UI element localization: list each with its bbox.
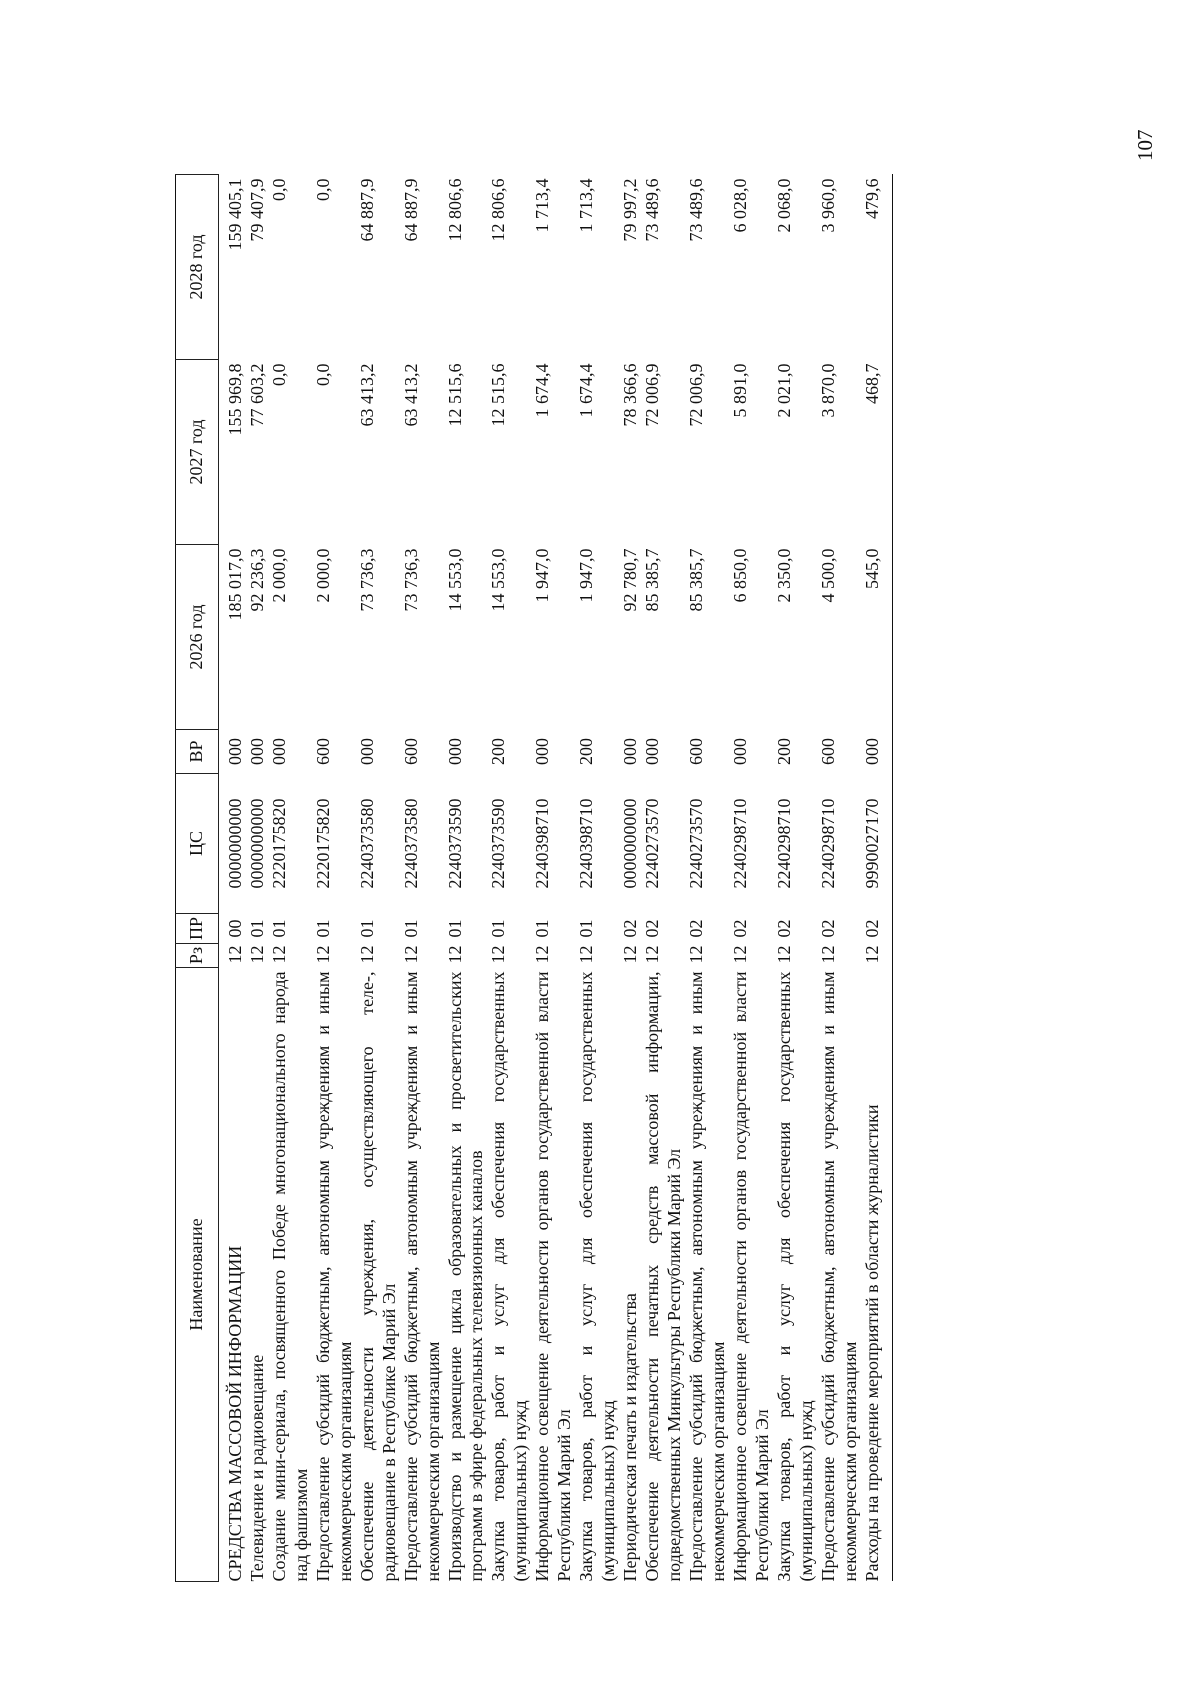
cell-name: Создание мини-сериала, посвященного Победе многонационального народа над фашизмом bbox=[268, 971, 311, 1582]
cell-name: Предоставление субсидий бюджетным, автономным учреждениям и иным некоммерческим организациям bbox=[817, 971, 860, 1582]
cell-2026: 85 385,7 bbox=[686, 548, 707, 612]
cell-rz: 12 bbox=[686, 945, 707, 964]
table-row bbox=[532, 175, 576, 1582]
cell-cs: 2220175820 bbox=[312, 798, 333, 889]
cell-cs: 2240273570 bbox=[642, 798, 663, 889]
cell-2027: 5 891,0 bbox=[729, 363, 750, 418]
cell-2026: 85 385,7 bbox=[642, 548, 663, 612]
cell-2027: 63 413,2 bbox=[400, 363, 421, 427]
table-row bbox=[862, 175, 892, 1582]
cell-rz: 12 bbox=[620, 945, 641, 964]
header-name: Наименование bbox=[176, 968, 219, 1582]
cell-name: Закупка товаров, работ и услуг для обеспечения государственных (муниципальных) нужд bbox=[576, 971, 619, 1582]
cell-2026: 73 736,3 bbox=[356, 548, 377, 612]
cell-rz: 12 bbox=[312, 945, 333, 964]
table-row bbox=[620, 175, 642, 1582]
cell-2026: 185 017,0 bbox=[225, 548, 245, 621]
cell-2028: 79 997,2 bbox=[620, 178, 641, 242]
cell-rz: 12 bbox=[488, 945, 509, 964]
cell-cs: 0000000000 bbox=[246, 798, 267, 889]
table-row bbox=[576, 175, 620, 1582]
cell-2028: 2 068,0 bbox=[773, 178, 794, 233]
cell-name: СРЕДСТВА МАССОВОЙ ИНФОРМАЦИИ bbox=[225, 1245, 245, 1582]
header-rz: Рз bbox=[176, 944, 219, 968]
cell-pr: 02 bbox=[862, 914, 892, 944]
table-row bbox=[313, 175, 357, 1582]
cell-pr: 01 bbox=[576, 919, 597, 938]
cell-vr: 200 bbox=[576, 738, 597, 765]
cell-cs: 2240373580 bbox=[356, 798, 377, 889]
cell-2026: 14 553,0 bbox=[488, 548, 509, 612]
table-row bbox=[730, 175, 774, 1582]
cell-vr: 200 bbox=[773, 738, 794, 765]
cell-2028: 0,0 bbox=[312, 178, 333, 201]
cell-cs: 2240398710 bbox=[576, 798, 597, 889]
cell-vr: 000 bbox=[268, 738, 289, 765]
cell-vr: 600 bbox=[400, 738, 421, 765]
cell-2027: 468,7 bbox=[862, 360, 892, 545]
cell-2026: 2 350,0 bbox=[773, 548, 794, 603]
cell-2027: 1 674,4 bbox=[576, 363, 597, 418]
table-row bbox=[686, 175, 730, 1582]
cell-cs: 2240373580 bbox=[400, 798, 421, 889]
cell-cs: 0000000000 bbox=[620, 798, 641, 889]
cell-2027: 12 515,6 bbox=[488, 363, 509, 427]
cell-2027: 63 413,2 bbox=[356, 363, 377, 427]
cell-name: Телевидение и радиовещание bbox=[246, 1354, 267, 1582]
cell-2027: 72 006,9 bbox=[642, 363, 663, 427]
cell-pr: 02 bbox=[642, 919, 663, 938]
cell-2026: 545,0 bbox=[862, 545, 892, 730]
table-body bbox=[219, 175, 893, 1582]
table-row bbox=[219, 175, 247, 1582]
cell-2026: 1 947,0 bbox=[576, 548, 597, 603]
cell-cs: 2240373590 bbox=[488, 798, 509, 889]
cell-pr: 01 bbox=[312, 919, 333, 938]
cell-name: Информационное освещение деятельности органов государственной власти Республики Марий Эл bbox=[532, 971, 575, 1582]
cell-2027: 1 674,4 bbox=[532, 363, 553, 418]
cell-pr: 00 bbox=[225, 919, 245, 938]
table-row bbox=[488, 175, 532, 1582]
cell-vr: 000 bbox=[246, 738, 267, 765]
cell-pr: 01 bbox=[246, 919, 267, 938]
cell-rz: 12 bbox=[400, 945, 421, 964]
cell-2026: 73 736,3 bbox=[400, 548, 421, 612]
cell-rz: 12 bbox=[817, 945, 838, 964]
cell-2027: 2 021,0 bbox=[773, 363, 794, 418]
cell-vr: 000 bbox=[642, 738, 663, 765]
cell-2027: 77 603,2 bbox=[246, 363, 267, 427]
table-row bbox=[247, 175, 269, 1582]
table-row bbox=[642, 175, 686, 1582]
header-cs: ЦС bbox=[176, 774, 219, 914]
cell-vr: 600 bbox=[312, 738, 333, 765]
cell-rz: 12 bbox=[246, 945, 267, 964]
cell-name: Обеспечение деятельности учреждения, осуществляющего теле-, радиовещание в Республике Марий Эл bbox=[356, 971, 399, 1582]
cell-rz: 12 bbox=[729, 945, 750, 964]
cell-cs: 2240298710 bbox=[773, 798, 794, 889]
cell-2027: 0,0 bbox=[312, 363, 333, 386]
cell-name: Информационное освещение деятельности органов государственной власти Республики Марий Эл bbox=[729, 971, 772, 1582]
table-row bbox=[357, 175, 401, 1582]
cell-cs: 2220175820 bbox=[268, 798, 289, 889]
cell-name: Предоставление субсидий бюджетным, автономным учреждениям и иным некоммерческим организациям bbox=[400, 971, 443, 1582]
cell-2028: 159 405,1 bbox=[225, 178, 245, 251]
cell-2027: 72 006,9 bbox=[686, 363, 707, 427]
cell-pr: 01 bbox=[356, 919, 377, 938]
cell-2028: 64 887,9 bbox=[356, 178, 377, 242]
cell-vr: 000 bbox=[356, 738, 377, 765]
cell-pr: 01 bbox=[488, 919, 509, 938]
cell-rz: 12 bbox=[356, 945, 377, 964]
table-row bbox=[445, 175, 489, 1582]
cell-2028: 0,0 bbox=[268, 178, 289, 201]
cell-vr: 200 bbox=[488, 738, 509, 765]
cell-name: Закупка товаров, работ и услуг для обеспечения государственных (муниципальных) нужд bbox=[773, 971, 816, 1582]
cell-pr: 01 bbox=[268, 919, 289, 938]
cell-2028: 73 489,6 bbox=[642, 178, 663, 242]
cell-2028: 12 806,6 bbox=[444, 178, 465, 242]
cell-vr: 600 bbox=[817, 738, 838, 765]
cell-vr: 000 bbox=[620, 738, 641, 765]
cell-2026: 4 500,0 bbox=[817, 548, 838, 603]
cell-2027: 3 870,0 bbox=[817, 363, 838, 418]
budget-table bbox=[175, 174, 893, 1582]
header-2027: 2027 год bbox=[176, 360, 219, 545]
table-row bbox=[774, 175, 818, 1582]
table-header-row bbox=[176, 175, 219, 1582]
page-number: 107 bbox=[1133, 129, 1157, 161]
cell-2026: 6 850,0 bbox=[729, 548, 750, 603]
cell-2027: 0,0 bbox=[268, 363, 289, 386]
cell-pr: 02 bbox=[686, 919, 707, 938]
cell-vr: 000 bbox=[444, 738, 465, 765]
cell-rz: 12 bbox=[532, 945, 553, 964]
cell-cs: 2240398710 bbox=[532, 798, 553, 889]
cell-2028: 73 489,6 bbox=[686, 178, 707, 242]
cell-2027: 78 366,6 bbox=[620, 363, 641, 427]
cell-2028: 12 806,6 bbox=[488, 178, 509, 242]
cell-vr: 000 bbox=[862, 730, 892, 774]
cell-pr: 01 bbox=[532, 919, 553, 938]
cell-cs: 2240298710 bbox=[729, 798, 750, 889]
cell-cs: 9990027170 bbox=[862, 774, 892, 914]
cell-vr: 000 bbox=[225, 738, 245, 765]
cell-rz: 12 bbox=[773, 945, 794, 964]
cell-pr: 02 bbox=[729, 919, 750, 938]
cell-cs: 2240373590 bbox=[444, 798, 465, 889]
cell-name: Производство и размещение цикла образовательных и просветительских программ в эфире федеральных телевизионных каналов bbox=[444, 971, 487, 1582]
cell-name: Расходы на проведение мероприятий в области журналистики bbox=[862, 968, 892, 1582]
cell-2026: 2 000,0 bbox=[268, 548, 289, 603]
cell-pr: 01 bbox=[400, 919, 421, 938]
cell-name: Обеспечение деятельности печатных средств массовой информации, подведомственных Минкультуры Республики Марий Эл bbox=[642, 971, 685, 1582]
cell-vr: 000 bbox=[532, 738, 553, 765]
header-2028: 2028 год bbox=[176, 175, 219, 360]
cell-2026: 14 553,0 bbox=[444, 548, 465, 612]
cell-name: Предоставление субсидий бюджетным, автономным учреждениям и иным некоммерческим организациям bbox=[312, 971, 355, 1582]
cell-pr: 02 bbox=[773, 919, 794, 938]
table-row bbox=[818, 175, 862, 1582]
cell-2026: 92 236,3 bbox=[246, 548, 267, 612]
cell-cs: 2240273570 bbox=[686, 798, 707, 889]
cell-2028: 1 713,4 bbox=[576, 178, 597, 233]
table-row bbox=[269, 175, 313, 1582]
cell-vr: 000 bbox=[729, 738, 750, 765]
cell-2027: 12 515,6 bbox=[444, 363, 465, 427]
cell-rz: 12 bbox=[642, 945, 663, 964]
cell-rz: 12 bbox=[862, 944, 892, 968]
rotated-table-container bbox=[175, 174, 1035, 1582]
table-row bbox=[401, 175, 445, 1582]
cell-2028: 479,6 bbox=[862, 175, 892, 360]
cell-vr: 600 bbox=[686, 738, 707, 765]
header-2026: 2026 год bbox=[176, 545, 219, 730]
cell-rz: 12 bbox=[576, 945, 597, 964]
cell-name: Предоставление субсидий бюджетным, автономным учреждениям и иным некоммерческим организациям bbox=[686, 971, 728, 1582]
cell-2028: 79 407,9 bbox=[246, 178, 267, 242]
cell-rz: 12 bbox=[444, 945, 465, 964]
cell-cs: 0000000000 bbox=[225, 798, 245, 889]
cell-name: Закупка товаров, работ и услуг для обеспечения государственных (муниципальных) нужд bbox=[488, 971, 531, 1582]
cell-2027: 155 969,8 bbox=[225, 363, 245, 436]
cell-rz: 12 bbox=[268, 945, 289, 964]
cell-2026: 92 780,7 bbox=[620, 548, 641, 612]
cell-2028: 6 028,0 bbox=[729, 178, 750, 233]
header-vr: ВР bbox=[176, 730, 219, 774]
cell-pr: 01 bbox=[444, 919, 465, 938]
cell-pr: 02 bbox=[817, 919, 838, 938]
cell-pr: 02 bbox=[620, 919, 641, 938]
cell-2028: 1 713,4 bbox=[532, 178, 553, 233]
cell-2028: 64 887,9 bbox=[400, 178, 421, 242]
cell-name: Периодическая печать и издательства bbox=[620, 1293, 641, 1582]
cell-rz: 12 bbox=[225, 945, 245, 964]
cell-2026: 2 000,0 bbox=[312, 548, 333, 603]
header-pr: ПР bbox=[176, 914, 219, 944]
cell-2028: 3 960,0 bbox=[817, 178, 838, 233]
cell-cs: 2240298710 bbox=[817, 798, 838, 889]
cell-2026: 1 947,0 bbox=[532, 548, 553, 603]
